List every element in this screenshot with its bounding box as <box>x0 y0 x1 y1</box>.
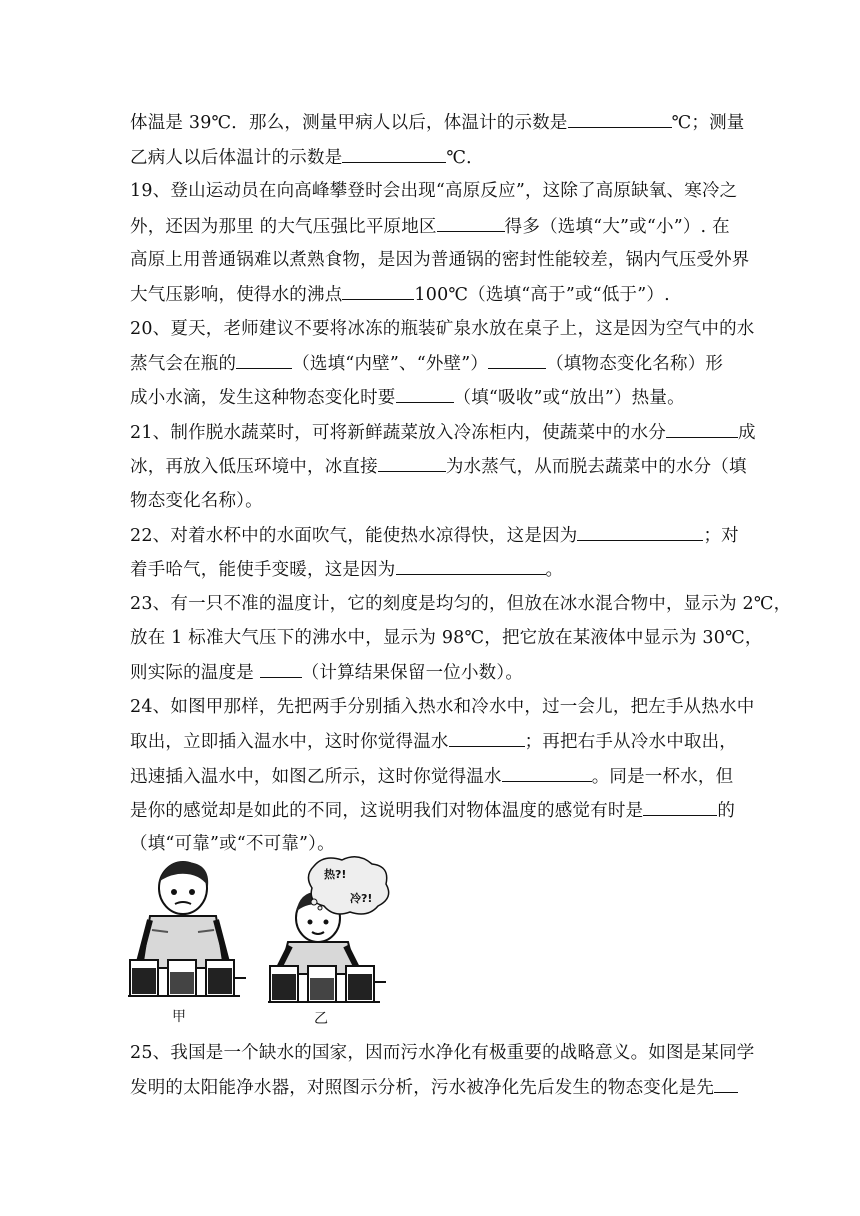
answer-blank[interactable] <box>378 455 446 472</box>
answer-blank[interactable] <box>643 799 717 816</box>
thought-bubble <box>308 857 388 914</box>
bubble-text-hot: 热?! <box>324 868 347 881</box>
answer-blank[interactable] <box>568 111 672 128</box>
answer-blank[interactable] <box>260 661 302 678</box>
answer-blank[interactable] <box>342 146 446 163</box>
text-line: （填“可靠”或“不可靠”）。 <box>130 834 335 854</box>
hand-temperature-figure <box>128 856 398 1026</box>
answer-blank[interactable] <box>577 524 703 541</box>
text-line: 高原上用普通锅难以煮熟食物，是因为普通锅的密封性能较差，锅内气压受外界 <box>130 250 750 270</box>
question-20: 20、夏天，老师建议不要将冰冻的瓶装矿泉水放在桌子上，这是因为空气中的水 <box>130 319 755 339</box>
text-line: 大气压影响，使得水的沸点 100℃（选填“高于”或“低于”）. <box>130 285 670 305</box>
answer-blank[interactable] <box>342 283 414 300</box>
answer-blank[interactable] <box>502 765 592 782</box>
text-line: 是你的感觉却是如此的不同，这说明我们对物体温度的感觉有时是 的 <box>130 801 736 821</box>
bubble-text-cold: 冷?! <box>350 892 373 905</box>
text-line: 外，还因为那里 的大气压强比平原地区 得多（选填“大”或“小”）. 在 <box>130 217 730 237</box>
text-line: 冰，再放入低压环境中，冰直接 为水蒸气，从而脱去蔬菜中的水分（填 <box>130 457 747 477</box>
text-line: 乙病人以后体温计的示数是 ℃． <box>130 148 484 168</box>
text-line: 发明的太阳能净水器，对照图示分析，污水被净化先后发生的物态变化是先 <box>130 1076 730 1099</box>
answer-blank[interactable] <box>488 352 546 369</box>
beakers-right <box>268 966 386 1002</box>
text-line: 蒸气会在瓶的 （选填“内壁”、“外壁”） （填物态变化名称）形 <box>130 354 724 374</box>
answer-blank[interactable] <box>714 1076 738 1093</box>
answer-blank[interactable] <box>396 558 546 575</box>
question-23: 23、有一只不准的温度计，它的刻度是均匀的，但放在冰水混合物中，显示为 2℃， <box>130 594 792 614</box>
question-21: 21、制作脱水蔬菜时，可将新鲜蔬菜放入冷冻柜内，使蔬菜中的水分 成 <box>130 423 756 443</box>
question-22: 22、对着水杯中的水面吹气，能使热水凉得快，这是因为 ；对 <box>130 526 739 546</box>
figure-illustration <box>128 856 398 1026</box>
text-line: 放在 1 标准大气压下的沸水中，显示为 98℃，把它放在某液体中显示为 30℃， <box>130 628 763 648</box>
answer-blank[interactable] <box>437 215 505 232</box>
text-line: 迅速插入温水中，如图乙所示，这时你觉得温水 。同是一杯水，但 <box>130 767 734 787</box>
question-24: 24、如图甲那样，先把两手分别插入热水和冷水中，过一会儿，把左手从热水中 <box>130 697 755 717</box>
question-19: 19、登山运动员在向高峰攀登时会出现“高原反应”，这除了高原缺氧、寒冷之 <box>130 181 738 201</box>
beakers-left <box>128 960 246 996</box>
answer-blank[interactable] <box>666 421 738 438</box>
answer-blank[interactable] <box>236 352 292 369</box>
figure-label-jia: 甲 <box>172 1009 186 1025</box>
answer-blank[interactable] <box>449 730 525 747</box>
child-left <box>138 861 228 968</box>
question-25: 25、我国是一个缺水的国家，因而污水净化有极重要的战略意义。如图是某同学 <box>130 1043 755 1063</box>
figure-label-yi: 乙 <box>314 1011 328 1027</box>
text-line: 着手哈气，能使手变暖，这是因为 。 <box>130 560 564 580</box>
text-line: 物态变化名称）。 <box>130 491 263 511</box>
text-line: 体温是 39℃．那么，测量甲病人以后，体温计的示数是 ℃；测量 <box>130 113 745 133</box>
text-line: 则实际的温度是 （计算结果保留一位小数）。 <box>130 663 524 683</box>
answer-blank[interactable] <box>396 386 454 403</box>
text-line: 取出，立即插入温水中，这时你觉得温水 ；再把右手从冷水中取出， <box>130 732 738 752</box>
text-line: 成小水滴，发生这种物态变化时要 （填“吸收”或“放出”）热量。 <box>130 388 685 408</box>
